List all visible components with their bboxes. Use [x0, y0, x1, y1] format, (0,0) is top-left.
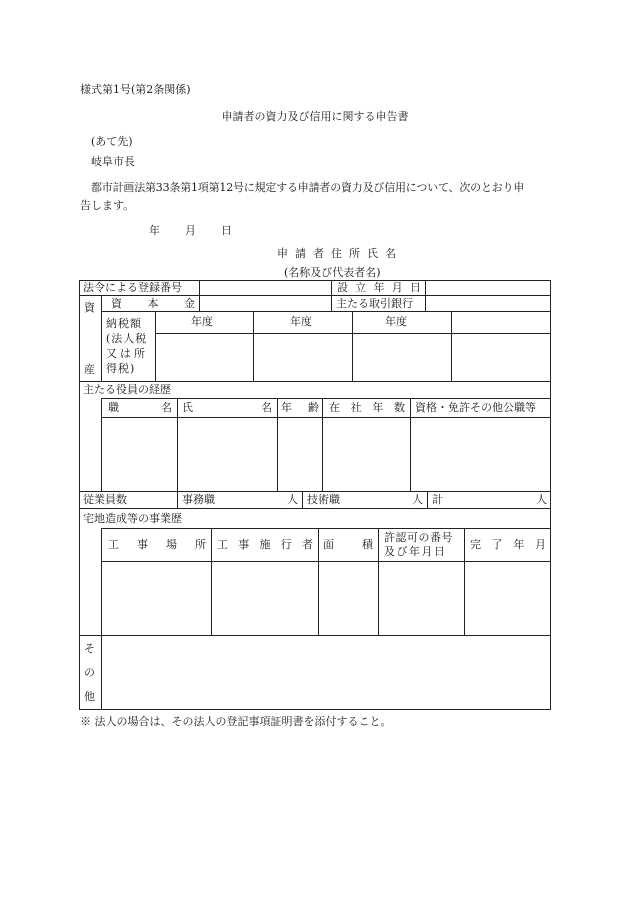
document-title: 申請者の資力及び信用に関する申告書	[221, 110, 409, 123]
total-label: 計	[432, 493, 443, 506]
applicant-label: 申請者住所氏名	[277, 247, 403, 260]
date-month: 月	[185, 224, 196, 237]
tax-label-3: 又は所	[106, 347, 148, 360]
technical-staff-label: 技術職	[307, 493, 340, 506]
footnote: ※ 法人の場合は、その法人の登記事項証明書を添付すること。	[80, 715, 392, 728]
established-date-label: 設 立 年 月 日	[337, 281, 421, 294]
officer-col-age: 年 齢	[281, 401, 319, 414]
assets-label-top: 資	[84, 301, 95, 314]
body-text-line2: 告します。	[80, 199, 135, 212]
history-header: 宅地造成等の事業歴	[83, 512, 182, 525]
addressee: 岐阜市長	[91, 155, 135, 168]
year-label-2: 年度	[290, 315, 312, 328]
technical-staff-unit: 人	[412, 493, 423, 506]
employees-label: 従業員数	[83, 493, 127, 506]
applicant-sub: (名称及び代表者名)	[284, 266, 381, 279]
office-staff-unit: 人	[287, 493, 298, 506]
body-text-line1: 都市計画法第33条第1項第12号に規定する申請者の資力及び信用について、次のとおり申	[91, 181, 525, 194]
registration-number-label: 法令による登録番号	[83, 281, 182, 294]
officer-col-name: 氏 名	[182, 401, 272, 414]
history-col-site: 工 事 場 所	[108, 538, 206, 551]
tax-label-4: 得税)	[106, 362, 136, 375]
capital-label: 資 本 金	[111, 297, 195, 310]
year-label-3: 年度	[385, 315, 407, 328]
office-staff-label: 事務職	[182, 493, 215, 506]
history-col-permit-line2: 及び年月日	[384, 545, 447, 558]
date-year: 年	[149, 224, 160, 237]
tax-label-2: (法人税	[106, 332, 148, 345]
history-col-completion: 完 了 年 月	[470, 538, 546, 551]
officers-header: 主たる役員の経歴	[83, 383, 171, 396]
other-label-1: そ	[84, 642, 95, 655]
main-bank-label: 主たる取引銀行	[336, 297, 413, 310]
date-day: 日	[221, 224, 232, 237]
addressee-label: (あて先)	[91, 135, 133, 148]
form-number: 様式第1号(第2条関係)	[80, 83, 191, 96]
history-col-area: 面 積	[323, 538, 373, 551]
officer-col-tenure: 在 社 年 数	[329, 401, 405, 414]
officer-col-title: 職 名	[108, 401, 172, 414]
total-unit: 人	[536, 493, 547, 506]
other-label-3: 他	[84, 690, 95, 703]
assets-label-bottom: 産	[84, 363, 95, 376]
history-col-permit-line1: 許認可の番号	[384, 531, 453, 544]
tax-label-1: 納税額	[106, 317, 142, 330]
year-label-1: 年度	[191, 315, 213, 328]
officer-col-qualifications: 資格・免許その他公職等	[415, 401, 536, 414]
history-col-contractor: 工 事 施 行 者	[217, 538, 313, 551]
other-label-2: の	[84, 666, 95, 679]
